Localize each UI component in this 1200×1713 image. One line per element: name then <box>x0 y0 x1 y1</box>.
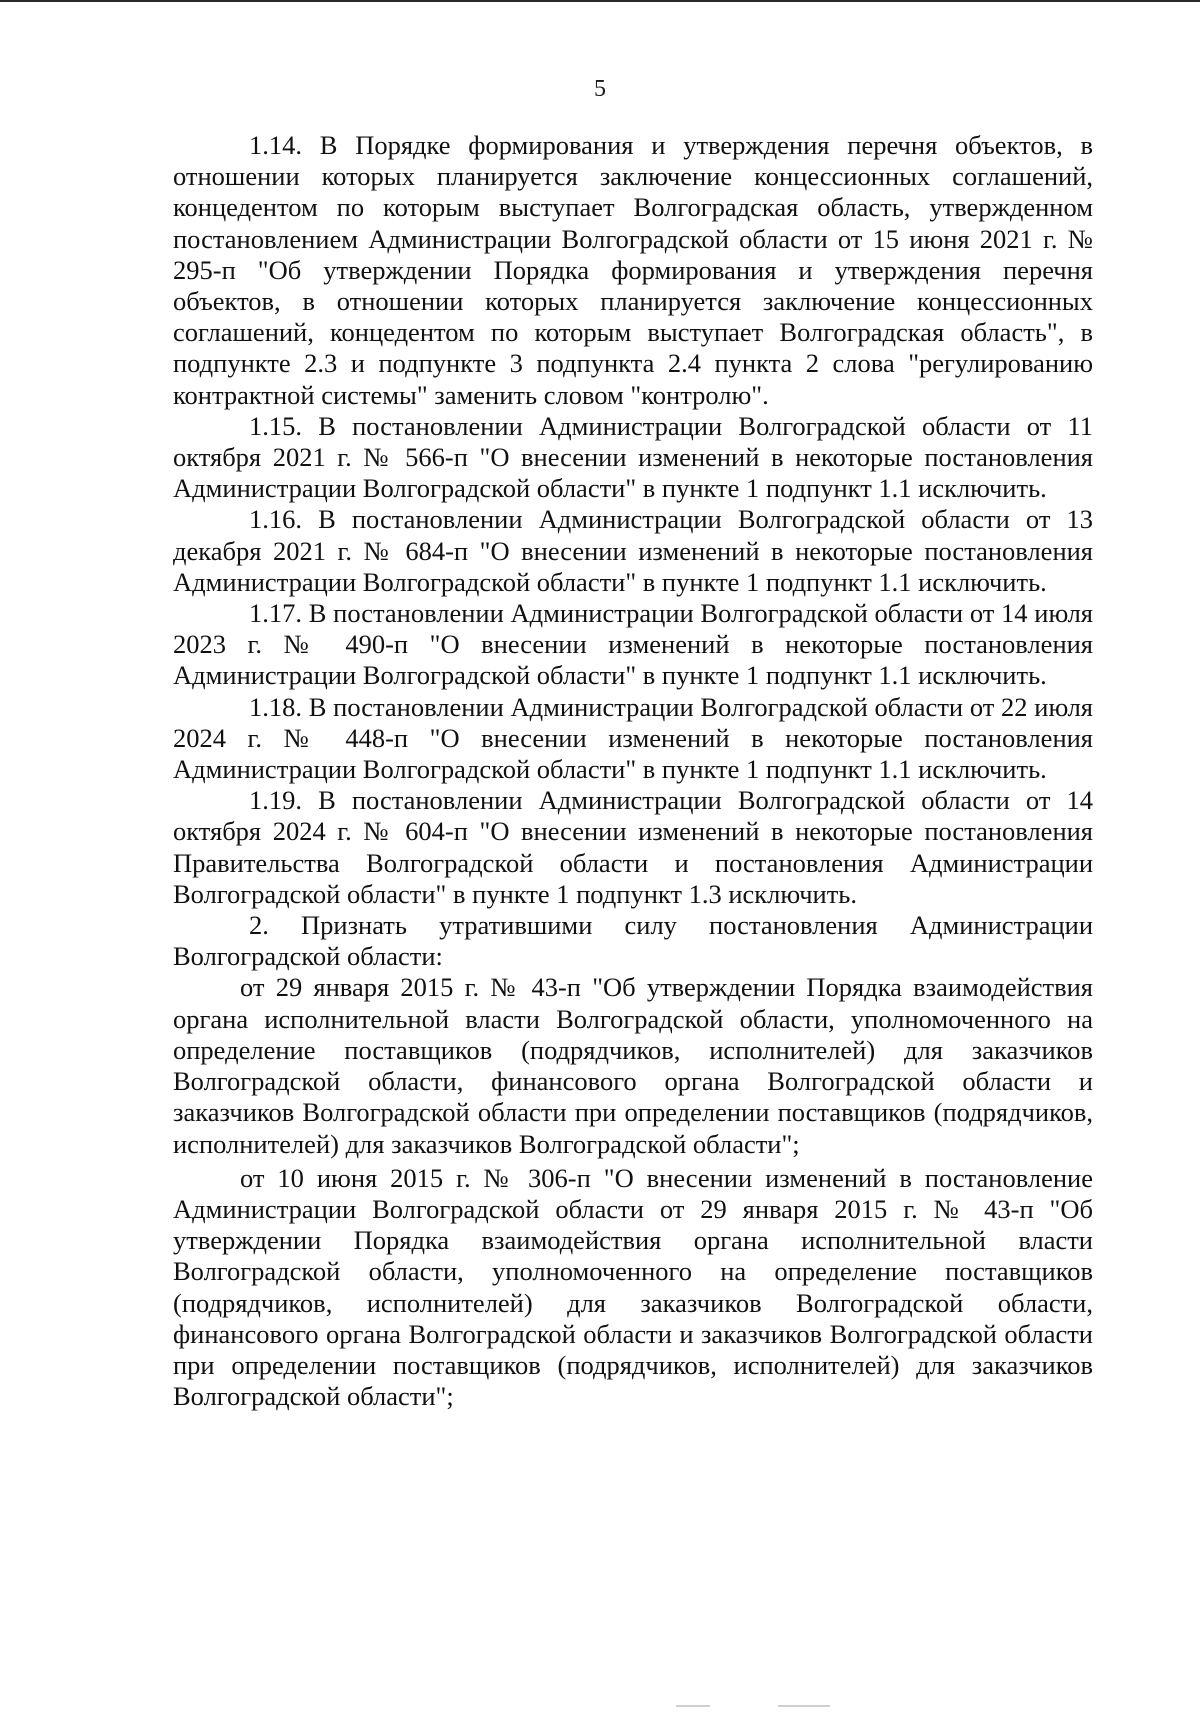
document-body <box>173 130 1093 1412</box>
page-number: 5 <box>594 76 606 102</box>
paragraph-2-item-1: от 29 января 2015 г. № 43-п "Об утверждении Порядка взаимодействия органа исполнительной власти Волгоградской области, уполномоченного на определение поставщиков (подрядчиков, исполнителей) для заказчиков Волгоградской области, финансового органа Волгоградской области и заказчиков Волгоградской области при определении поставщиков (подрядчиков, исполнителей) для заказчиков Волгоградской области"; <box>173 972 1093 1159</box>
paragraph-1-15: 1.15. В постановлении Администрации Волгоградской области от 11 октября 2021 г. № 566-п "О внесении изменений в некоторые постановления Администрации Волгоградской области" в пункте 1 подпункт 1.1 исключить. <box>173 410 1093 504</box>
paragraph-1-17: 1.17. В постановлении Администрации Волгоградской области от 14 июля 2023 г. № 490-п "О внесении изменений в некоторые постановления Администрации Волгоградской области" в пункте 1 подпункт 1.1 исключить. <box>173 598 1093 691</box>
paragraph-2: 2. Признать утратившими силу постановления Администрации Волгоградской области: <box>173 910 1093 972</box>
paragraph-1-19: 1.19. В постановлении Администрации Волгоградской области от 14 октября 2024 г. № 604-п "О внесении изменений в некоторые постановления Правительства Волгоградской области и постановления Администрации Волгоградской области" в пункте 1 подпункт 1.3 исключить. <box>173 785 1093 909</box>
paragraph-2-item-2: от 10 июня 2015 г. № 306-п "О внесении изменений в постановление Администрации Волгоградской области от 29 января 2015 г. № 43-п "Об утверждении Порядка взаимодействия органа исполнительной власти Волгоградской области, уполномоченного на определение поставщиков (подрядчиков, исполнителей) для заказчиков Волгоградской области, финансового органа Волгоградской области и заказчиков Волгоградской области при определении поставщиков (подрядчиков, исполнителей) для заказчиков Волгоградской области"; <box>173 1162 1093 1412</box>
paragraph-1-14: 1.14. В Порядке формирования и утверждения перечня объектов, в отношении которых планируется заключение концессионных соглашений, концедентом по которым выступает Волгоградская область, утвержденном постановлением Администрации Волгоградской области от 15 июня 2021 г. № 295-п "Об утверждении Порядка формирования и утверждения перечня объектов, в отношении которых планируется заключение концессионных соглашений, концедентом по которым выступает Волгоградская область", в подпункте 2.3 и подпункте 3 подпункта 2.4 пункта 2 слова "регулированию контрактной системы" заменить словом "контролю". <box>173 130 1093 410</box>
paragraph-1-16: 1.16. В постановлении Администрации Волгоградской области от 13 декабря 2021 г. № 684-п "О внесении изменений в некоторые постановления Администрации Волгоградской области" в пункте 1 подпункт 1.1 исключить. <box>173 504 1093 597</box>
paragraph-1-18: 1.18. В постановлении Администрации Волгоградской области от 22 июля 2024 г. № 448-п "О внесении изменений в некоторые постановления Администрации Волгоградской области" в пункте 1 подпункт 1.1 исключить. <box>173 691 1093 785</box>
scan-artifact <box>676 1705 710 1707</box>
scan-artifact <box>778 1705 830 1707</box>
